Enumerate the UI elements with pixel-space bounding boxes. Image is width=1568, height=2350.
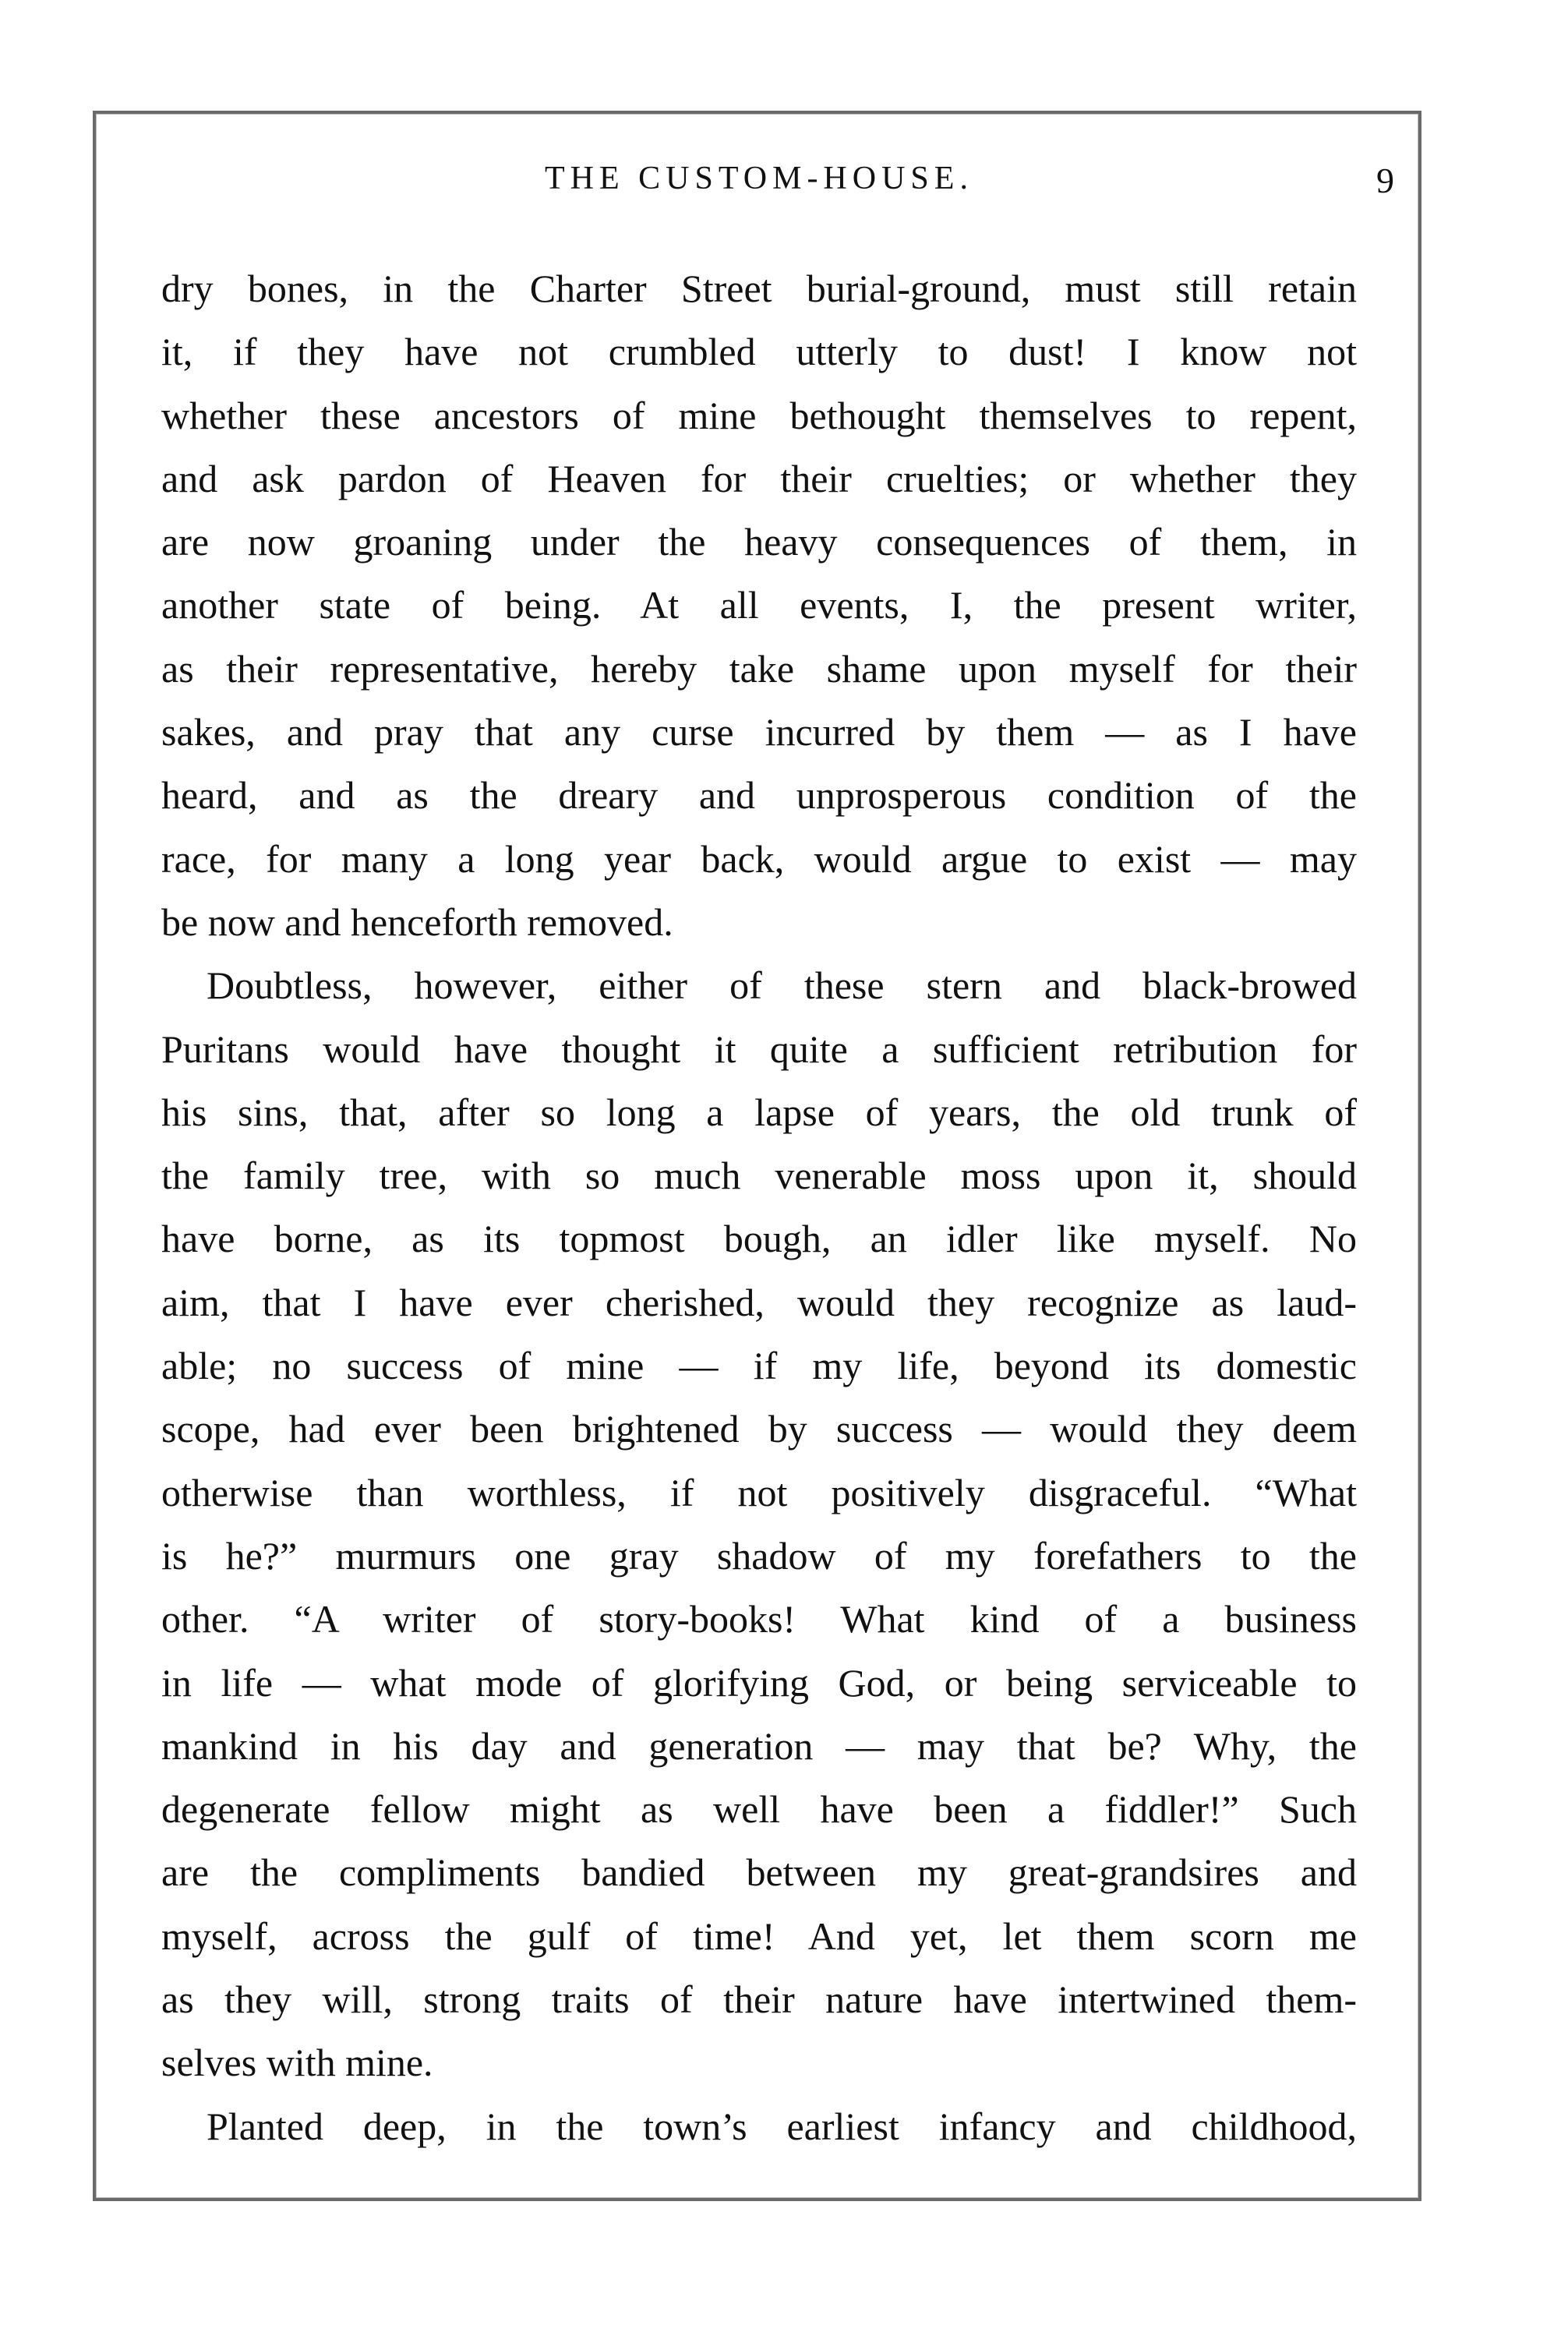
text-line: as they will, strong traits of their nature have intertwined them- — [161, 1977, 1357, 2022]
text-line: and ask pardon of Heaven for their cruelties; or whether they — [161, 456, 1357, 500]
text-line: it, if they have not crumbled utterly to dust! I know not — [161, 330, 1357, 374]
text-line: is he?” murmurs one gray shadow of my forefathers to the — [161, 1533, 1357, 1578]
text-line: in life — what mode of glorifying God, or being serviceable to — [161, 1660, 1357, 1705]
text-line: are the compliments bandied between my great-grandsires and — [161, 1850, 1357, 1895]
text-line: sakes, and pray that any curse incurred by them — as I have — [161, 710, 1357, 754]
text-line: mankind in his day and generation — may that be? Why, the — [161, 1723, 1357, 1768]
text-line: selves with mine. — [161, 2041, 433, 2085]
running-title: THE CUSTOM-HOUSE. — [545, 161, 973, 196]
text-line: his sins, that, after so long a lapse of years, the old trunk of — [161, 1090, 1357, 1134]
text-line: the family tree, with so much venerable moss upon it, should — [161, 1154, 1357, 1198]
text-line: able; no success of mine — if my life, beyond its domestic — [161, 1344, 1357, 1388]
text-line: degenerate fellow might as well have been a fiddler!” Such — [161, 1787, 1357, 1832]
text-line: aim, that I have ever cherished, would they recognize as laud- — [161, 1280, 1357, 1324]
page-number: 9 — [1376, 161, 1394, 200]
text-line: scope, had ever been brightened by success — would they deem — [161, 1407, 1357, 1451]
text-line: be now and henceforth removed. — [161, 899, 673, 944]
text-line: whether these ancestors of mine bethought themselves to repent, — [161, 393, 1357, 437]
text-line: heard, and as the dreary and unprosperous condition of the — [161, 773, 1357, 818]
text-line: other. “A writer of story-books! What kind of a business — [161, 1597, 1357, 1641]
text-line: race, for many a long year back, would argue to exist — may — [161, 836, 1357, 881]
body-text — [161, 257, 1357, 2158]
text-line: otherwise than worthless, if not positively disgraceful. “What — [161, 1470, 1357, 1514]
text-line: Planted deep, in the town’s earliest infancy and childhood, — [207, 2104, 1357, 2148]
text-line: Puritans would have thought it quite a sufficient retribution for — [161, 1027, 1357, 1071]
text-line: have borne, as its topmost bough, an idler like myself. No — [161, 1217, 1357, 1261]
text-line: myself, across the gulf of time! And yet, let them scorn me — [161, 1914, 1357, 1958]
text-line: dry bones, in the Charter Street burial-ground, must still retain — [161, 267, 1357, 310]
text-line: another state of being. At all events, I, the present writer, — [161, 583, 1357, 627]
text-line: Doubtless, however, either of these stern and black-browed — [207, 963, 1357, 1008]
text-line: are now groaning under the heavy consequences of them, in — [161, 520, 1357, 564]
page-header — [161, 160, 1394, 207]
text-line: as their representative, hereby take shame upon myself for their — [161, 646, 1357, 691]
